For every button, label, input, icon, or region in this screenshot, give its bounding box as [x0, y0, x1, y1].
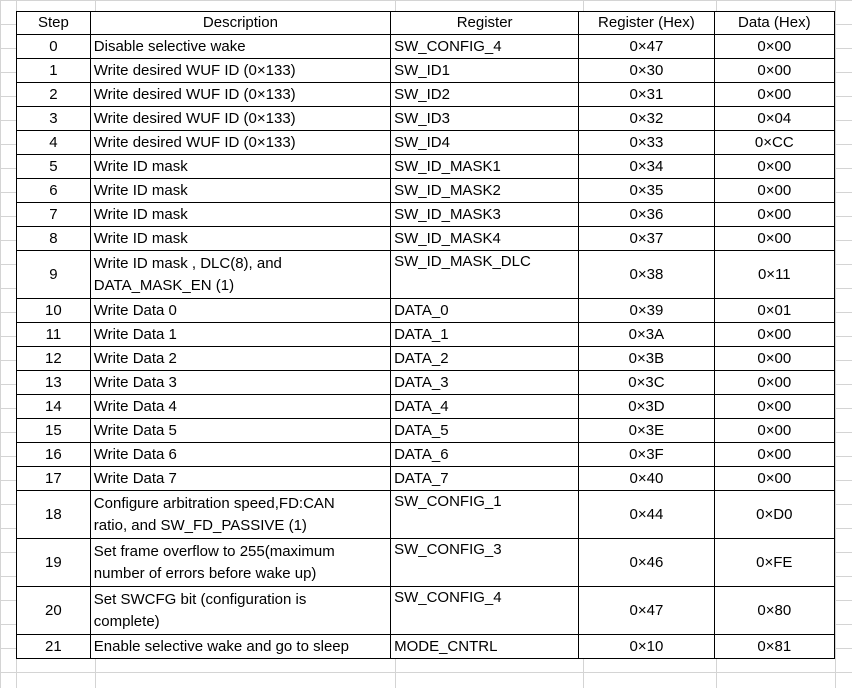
cell-register[interactable]: SW_ID_MASK1 — [391, 155, 579, 179]
cell-register[interactable]: DATA_7 — [391, 467, 579, 491]
table-row — [17, 251, 835, 299]
cell-register-hex[interactable]: 0×3E — [579, 419, 714, 443]
cell-description[interactable]: Write Data 4 — [90, 395, 390, 419]
cell-description[interactable]: Write ID mask — [90, 227, 390, 251]
cell-register-hex[interactable]: 0×3D — [579, 395, 714, 419]
cell-description[interactable]: Write Data 0 — [90, 299, 390, 323]
cell-data-hex[interactable]: 0×00 — [714, 323, 834, 347]
cell-step[interactable]: 4 — [17, 131, 91, 155]
header-description[interactable]: Description — [90, 12, 390, 35]
cell-step[interactable]: 19 — [17, 539, 91, 587]
table-row — [17, 587, 835, 635]
cell-register[interactable]: SW_ID_MASK3 — [391, 203, 579, 227]
cell-data-hex[interactable]: 0×00 — [714, 155, 834, 179]
cell-step[interactable]: 11 — [17, 323, 91, 347]
table-row — [17, 107, 835, 131]
description-line: ratio, and SW_FD_PASSIVE (1) — [93, 516, 307, 534]
table-row — [17, 467, 835, 491]
cell-step[interactable]: 9 — [17, 251, 91, 299]
cell-description[interactable]: Write desired WUF ID (0×133) — [90, 59, 390, 83]
header-row — [17, 12, 835, 35]
description-line: Write ID mask , DLC(8), and — [93, 254, 282, 272]
cell-data-hex[interactable]: 0×FE — [714, 539, 834, 587]
cell-register[interactable]: DATA_5 — [391, 419, 579, 443]
description-line: Set frame overflow to 255(maximum — [93, 542, 335, 560]
cell-register-hex[interactable]: 0×3C — [579, 371, 714, 395]
cell-data-hex[interactable]: 0×D0 — [714, 491, 834, 539]
cell-register[interactable]: SW_ID_MASK2 — [391, 179, 579, 203]
cell-data-hex[interactable]: 0×11 — [714, 251, 834, 299]
header-step[interactable]: Step — [17, 12, 91, 35]
header-register[interactable]: Register — [391, 12, 579, 35]
grid-column-line — [835, 0, 836, 688]
cell-step[interactable]: 15 — [17, 419, 91, 443]
description-line: Configure arbitration speed,FD:CAN — [93, 494, 335, 512]
cell-step[interactable]: 12 — [17, 347, 91, 371]
cell-register[interactable]: DATA_2 — [391, 347, 579, 371]
table-row — [17, 227, 835, 251]
cell-data-hex[interactable]: 0×00 — [714, 179, 834, 203]
table-row — [17, 323, 835, 347]
cell-description[interactable]: Write Data 5 — [90, 419, 390, 443]
description-line: DATA_MASK_EN (1) — [93, 276, 235, 294]
register-steps-table — [16, 11, 835, 659]
cell-step[interactable]: 16 — [17, 443, 91, 467]
cell-register[interactable]: SW_ID4 — [391, 131, 579, 155]
cell-register[interactable]: SW_ID2 — [391, 83, 579, 107]
cell-description[interactable] — [90, 491, 390, 539]
cell-description[interactable]: Write desired WUF ID (0×133) — [90, 107, 390, 131]
cell-step[interactable]: 21 — [17, 635, 91, 659]
cell-data-hex[interactable]: 0×00 — [714, 371, 834, 395]
cell-register[interactable]: MODE_CNTRL — [391, 635, 579, 659]
cell-data-hex[interactable]: 0×CC — [714, 131, 834, 155]
table-row — [17, 371, 835, 395]
cell-step[interactable]: 1 — [17, 59, 91, 83]
table-row — [17, 59, 835, 83]
table-row — [17, 635, 835, 659]
cell-register[interactable]: SW_CONFIG_1 — [391, 491, 579, 539]
cell-description[interactable]: Write Data 7 — [90, 467, 390, 491]
cell-register-hex[interactable]: 0×37 — [579, 227, 714, 251]
cell-register[interactable]: DATA_4 — [391, 395, 579, 419]
table-row — [17, 419, 835, 443]
cell-register[interactable]: DATA_1 — [391, 323, 579, 347]
cell-register[interactable]: SW_CONFIG_4 — [391, 35, 579, 59]
cell-register[interactable]: DATA_0 — [391, 299, 579, 323]
cell-register-hex[interactable]: 0×3B — [579, 347, 714, 371]
description-line: Set SWCFG bit (configuration is — [93, 590, 307, 608]
cell-description[interactable] — [90, 251, 390, 299]
cell-description[interactable]: Write ID mask — [90, 155, 390, 179]
cell-step[interactable]: 5 — [17, 155, 91, 179]
cell-description[interactable]: Write ID mask — [90, 203, 390, 227]
cell-data-hex[interactable]: 0×80 — [714, 587, 834, 635]
cell-data-hex[interactable]: 0×00 — [714, 395, 834, 419]
cell-step[interactable]: 14 — [17, 395, 91, 419]
cell-step[interactable]: 17 — [17, 467, 91, 491]
table-row — [17, 131, 835, 155]
cell-register-hex[interactable]: 0×36 — [579, 203, 714, 227]
cell-register-hex[interactable]: 0×31 — [579, 83, 714, 107]
table-row — [17, 203, 835, 227]
cell-data-hex[interactable]: 0×04 — [714, 107, 834, 131]
cell-step[interactable]: 6 — [17, 179, 91, 203]
cell-data-hex[interactable]: 0×00 — [714, 83, 834, 107]
table-row — [17, 491, 835, 539]
cell-step[interactable]: 7 — [17, 203, 91, 227]
cell-register[interactable]: DATA_6 — [391, 443, 579, 467]
cell-register[interactable]: SW_ID_MASK_DLC — [391, 251, 579, 299]
cell-step[interactable]: 3 — [17, 107, 91, 131]
table-row — [17, 83, 835, 107]
cell-description[interactable]: Write desired WUF ID (0×133) — [90, 131, 390, 155]
table-row — [17, 539, 835, 587]
cell-register-hex[interactable]: 0×32 — [579, 107, 714, 131]
cell-description[interactable]: Write ID mask — [90, 179, 390, 203]
cell-register[interactable]: SW_ID1 — [391, 59, 579, 83]
cell-step[interactable]: 20 — [17, 587, 91, 635]
cell-data-hex[interactable]: 0×00 — [714, 443, 834, 467]
cell-register-hex[interactable]: 0×47 — [579, 35, 714, 59]
cell-register[interactable]: SW_ID3 — [391, 107, 579, 131]
cell-step[interactable]: 10 — [17, 299, 91, 323]
cell-data-hex[interactable]: 0×00 — [714, 203, 834, 227]
cell-register[interactable]: SW_ID_MASK4 — [391, 227, 579, 251]
description-line: number of errors before wake up) — [93, 564, 317, 582]
table-row — [17, 155, 835, 179]
cell-description[interactable]: Write desired WUF ID (0×133) — [90, 83, 390, 107]
cell-register-hex[interactable]: 0×3F — [579, 443, 714, 467]
cell-register-hex[interactable]: 0×3A — [579, 323, 714, 347]
cell-data-hex[interactable]: 0×00 — [714, 227, 834, 251]
cell-step[interactable]: 13 — [17, 371, 91, 395]
cell-step[interactable]: 18 — [17, 491, 91, 539]
cell-description[interactable] — [90, 587, 390, 635]
cell-data-hex[interactable]: 0×00 — [714, 419, 834, 443]
table-row — [17, 299, 835, 323]
table-row — [17, 443, 835, 467]
cell-description[interactable]: Write Data 3 — [90, 371, 390, 395]
table-row — [17, 179, 835, 203]
cell-data-hex[interactable]: 0×81 — [714, 635, 834, 659]
cell-register-hex[interactable]: 0×10 — [579, 635, 714, 659]
cell-register[interactable]: DATA_3 — [391, 371, 579, 395]
cell-data-hex[interactable]: 0×01 — [714, 299, 834, 323]
cell-step[interactable]: 2 — [17, 83, 91, 107]
cell-description[interactable]: Enable selective wake and go to sleep — [90, 635, 390, 659]
cell-register-hex[interactable]: 0×34 — [579, 155, 714, 179]
cell-register-hex[interactable]: 0×44 — [579, 491, 714, 539]
cell-description[interactable] — [90, 539, 390, 587]
cell-step[interactable]: 0 — [17, 35, 91, 59]
cell-register[interactable]: SW_CONFIG_4 — [391, 587, 579, 635]
cell-register-hex[interactable]: 0×35 — [579, 179, 714, 203]
cell-data-hex[interactable]: 0×00 — [714, 347, 834, 371]
cell-register-hex[interactable]: 0×33 — [579, 131, 714, 155]
table-row — [17, 35, 835, 59]
cell-description[interactable]: Write Data 1 — [90, 323, 390, 347]
cell-register-hex[interactable]: 0×39 — [579, 299, 714, 323]
cell-register-hex[interactable]: 0×30 — [579, 59, 714, 83]
description-line: complete) — [93, 612, 160, 630]
cell-data-hex[interactable]: 0×00 — [714, 467, 834, 491]
cell-data-hex[interactable]: 0×00 — [714, 59, 834, 83]
cell-data-hex[interactable]: 0×00 — [714, 35, 834, 59]
cell-register-hex[interactable]: 0×46 — [579, 539, 714, 587]
cell-register-hex[interactable]: 0×38 — [579, 251, 714, 299]
cell-register[interactable]: SW_CONFIG_3 — [391, 539, 579, 587]
cell-description[interactable]: Write Data 6 — [90, 443, 390, 467]
cell-description[interactable]: Write Data 2 — [90, 347, 390, 371]
table-row — [17, 395, 835, 419]
cell-register-hex[interactable]: 0×47 — [579, 587, 714, 635]
cell-register-hex[interactable]: 0×40 — [579, 467, 714, 491]
header-data-hex[interactable]: Data (Hex) — [714, 12, 834, 35]
cell-description[interactable]: Disable selective wake — [90, 35, 390, 59]
cell-step[interactable]: 8 — [17, 227, 91, 251]
header-register-hex[interactable]: Register (Hex) — [579, 12, 714, 35]
table-row — [17, 347, 835, 371]
